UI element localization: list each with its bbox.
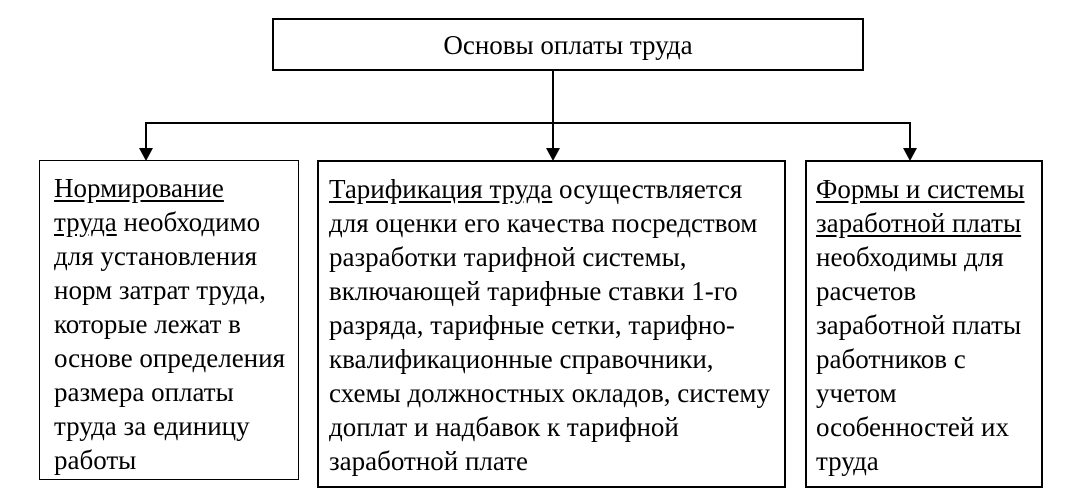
text-line: учетом xyxy=(816,378,897,408)
box-normirovanie-truda xyxy=(39,160,299,480)
text-line: заработной плате xyxy=(329,446,528,476)
text-line: размера оплаты xyxy=(54,377,234,407)
text-line: Формы и системы xyxy=(816,174,1025,204)
text-line: труда необходимо xyxy=(54,207,261,237)
text-line: доплат и надбавок к тарифной xyxy=(329,412,679,442)
text-line: Нормирование xyxy=(54,173,224,203)
text-line: Тарификация труда осуществляется xyxy=(329,174,743,204)
text-line: работников с xyxy=(816,344,966,374)
text-line: которые лежат в xyxy=(54,309,241,339)
root-box xyxy=(272,18,864,71)
text-line: основе определения xyxy=(54,343,286,373)
text-line: разработки тарифной системы, xyxy=(329,242,687,272)
text-line: заработной платы xyxy=(816,310,1022,340)
text-line: схемы должностных окладов, систему xyxy=(329,378,771,408)
text-line: включающей тарифные ставки 1-го xyxy=(329,276,738,306)
text-line: разряда, тарифные сетки, тарифно- xyxy=(329,310,735,340)
root-box-label: Основы оплаты труда xyxy=(443,29,693,60)
text-line: необходимы для xyxy=(816,242,1004,272)
text-line: труда xyxy=(816,446,879,476)
text-line: расчетов xyxy=(816,276,917,306)
text-line: для оценки его качества посредством xyxy=(329,208,758,238)
box-formy-i-sistemy-zarabotnoy-platy xyxy=(805,160,1043,488)
text-line: труда за единицу xyxy=(54,411,250,441)
text-line: квалификационные справочники, xyxy=(329,344,714,374)
text-line: для установления xyxy=(54,241,258,271)
box-tarifikaciya-truda xyxy=(317,160,786,488)
text-line: особенностей их xyxy=(816,412,1010,442)
text-line: работы xyxy=(54,445,137,475)
text-line: заработной платы xyxy=(816,208,1022,238)
text-line: норм затрат труда, xyxy=(54,275,266,305)
